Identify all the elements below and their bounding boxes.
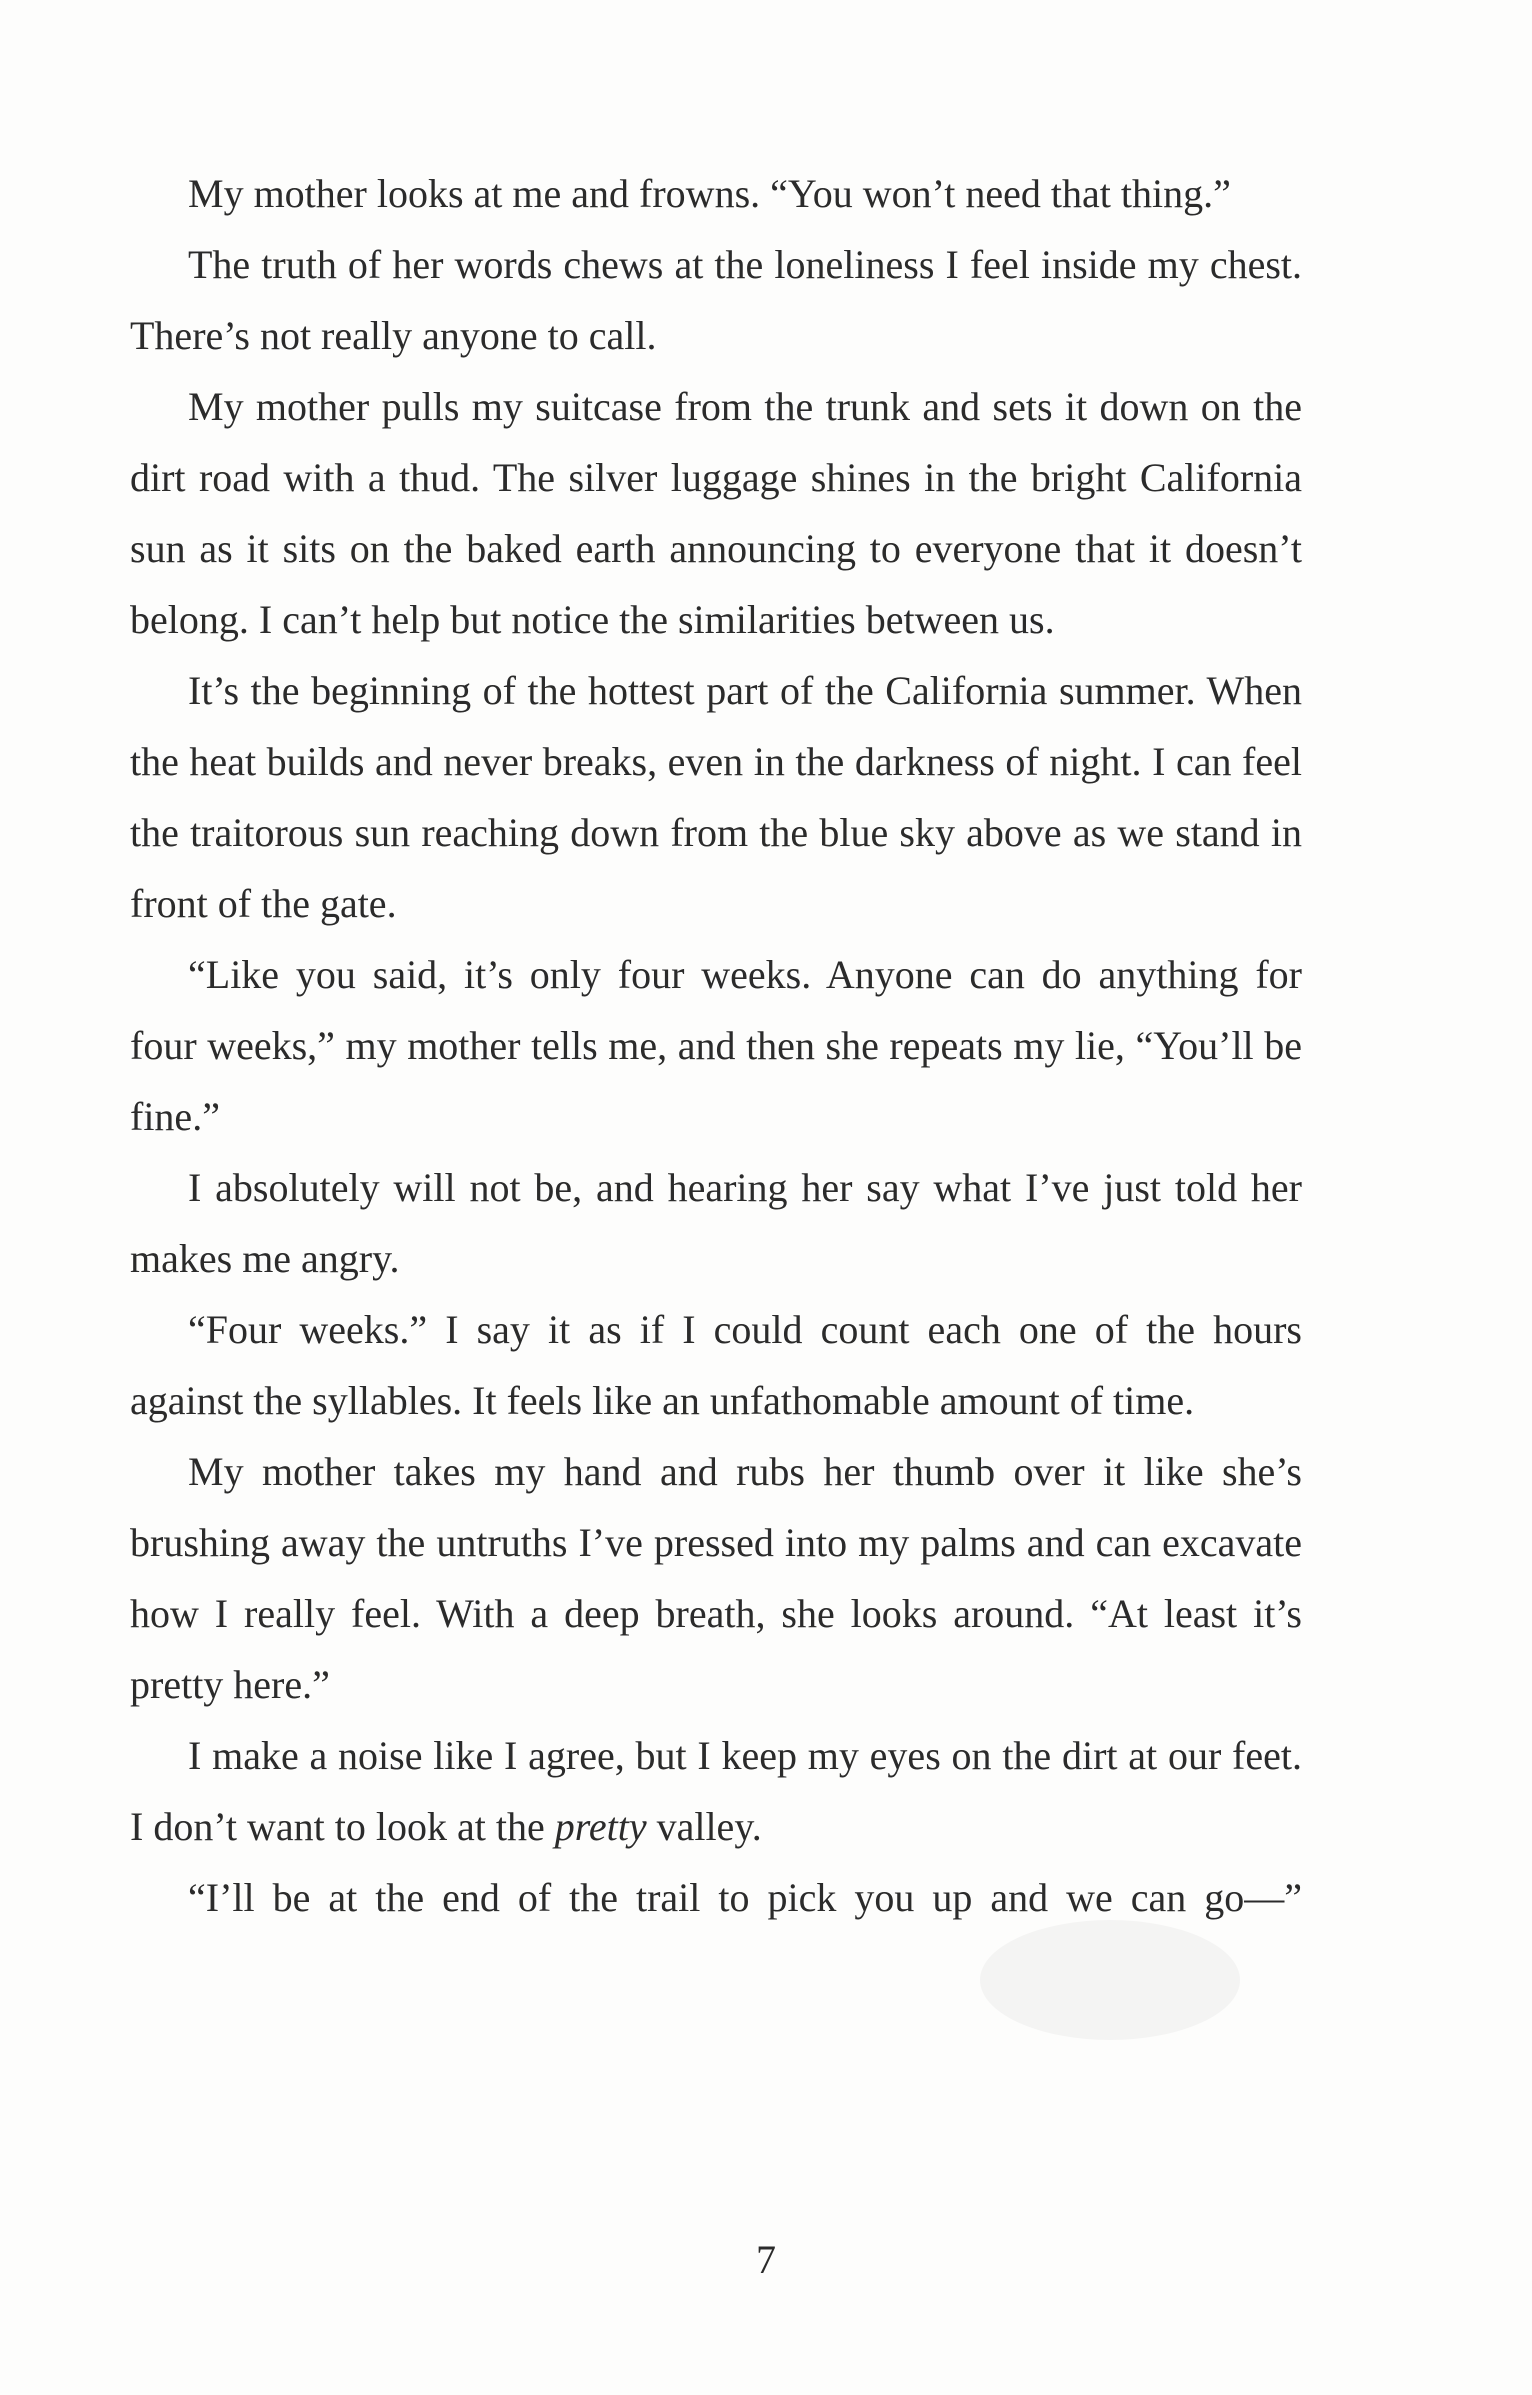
paragraph: My mother takes my hand and rubs her thumb over it like she’s brushing away the untruths I’ve pressed into my palms and can excavate how I really feel. With a deep breath, she looks around. “At least it’s pretty here.” [130,1449,1302,1707]
paragraph-continued: “I’ll be at the end of the trail to pick you up and we can go—” [188,1875,1302,1920]
paragraph-text: I make a noise like I agree, but I keep my eyes on the dirt at our feet. I don’t want to look at the [130,1733,1302,1849]
body-text [130,158,1302,1933]
paragraph: “Like you said, it’s only four weeks. Anyone can do anything for four weeks,” my mother tells me, and then she repeats my lie, “You’ll be fine.” [130,952,1302,1139]
paragraph-text: valley. [646,1804,762,1849]
scan-smudge [980,1920,1240,2040]
paragraph: The truth of her words chews at the loneliness I feel inside my chest. There’s not really anyone to call. [130,242,1302,358]
emphasis-text: pretty [554,1804,647,1849]
page-number: 7 [756,2237,776,2282]
paragraph: I absolutely will not be, and hearing her say what I’ve just told her makes me angry. [130,1165,1302,1281]
paragraph: My mother pulls my suitcase from the trunk and sets it down on the dirt road with a thud. The silver luggage shines in the bright California sun as it sits on the baked earth announcing to everyone that it doesn’t belong. I can’t help but notice the similarities between us. [130,384,1302,642]
paragraph: It’s the beginning of the hottest part of the California summer. When the heat builds and never breaks, even in the darkness of night. I can feel the traitorous sun reaching down from the blue sky above as we stand in front of the gate. [130,668,1302,926]
paragraph: “Four weeks.” I say it as if I could count each one of the hours against the syllables. It feels like an unfathomable amount of time. [130,1307,1302,1423]
paragraph [130,1720,1302,1862]
paragraph: My mother looks at me and frowns. “You won’t need that thing.” [188,171,1231,216]
